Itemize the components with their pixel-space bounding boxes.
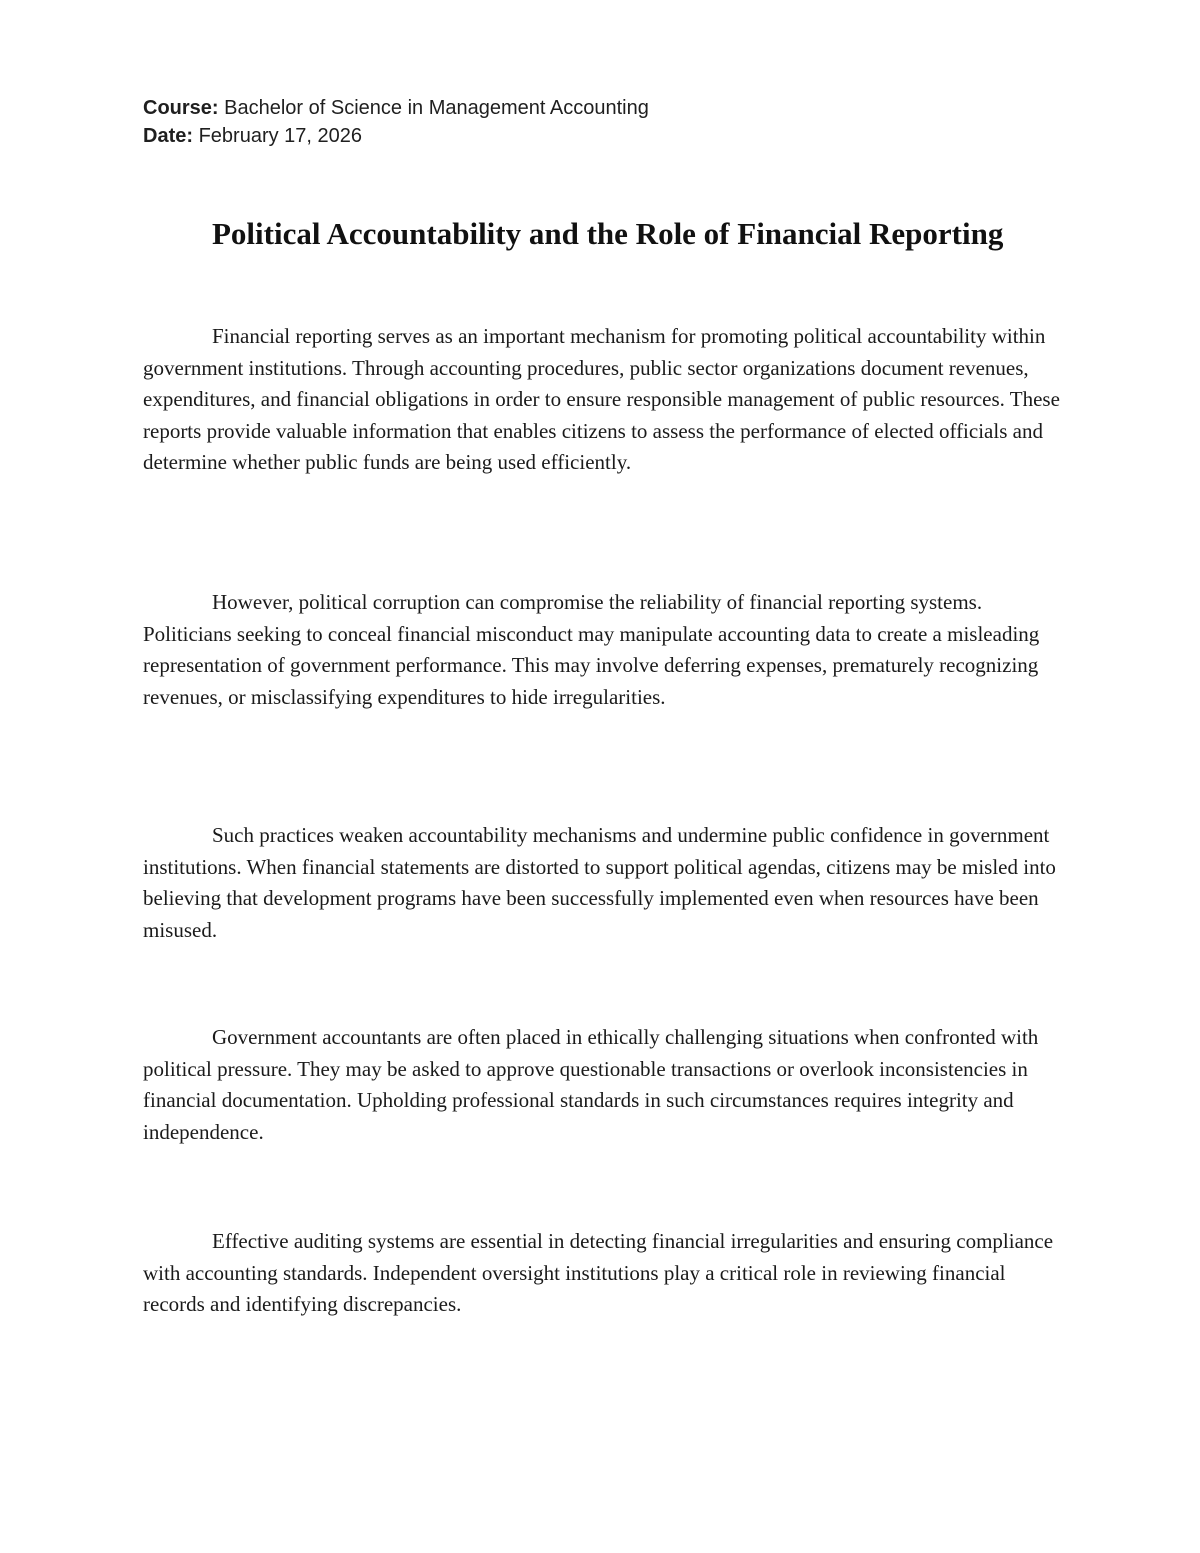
date-label: Date: xyxy=(143,125,194,147)
date-value: February 17, 2026 xyxy=(198,125,363,147)
course-value: Bachelor of Science in Management Accounting xyxy=(224,97,649,119)
body-paragraph-5: Effective auditing systems are essential in detecting financial irregularities and ensuring compliance with accounting standards. Independent oversight institutions play a critical role in reviewing financial records and identifying discrepancies. xyxy=(143,1229,1054,1316)
body-paragraph-1: Financial reporting serves as an important mechanism for promoting political accountability within government institutions. Through accounting procedures, public sector organizations document revenues, expenditures, and financial obligations in order to ensure responsible management of public resources. These reports provide valuable information that enables citizens to assess the performance of elected officials and determine whether public funds are being used efficiently. xyxy=(143,324,1060,474)
body-paragraph-2: However, political corruption can compromise the reliability of financial reporting systems. Politicians seeking to conceal financial misconduct may manipulate accounting data to create a misleading representation of government performance. This may involve deferring expenses, prematurely recognizing revenues, or misclassifying expenditures to hide irregularities. xyxy=(143,590,1040,709)
body-paragraph-3: Such practices weaken accountability mechanisms and undermine public confidence in government institutions. When financial statements are distorted to support political agendas, citizens may be misled into believing that development programs have been successfully implemented even when resources have been misused. xyxy=(143,823,1056,942)
course-label: Course: xyxy=(143,97,219,119)
date-line xyxy=(143,122,1043,150)
body-paragraph-4: Government accountants are often placed in ethically challenging situations when confronted with political pressure. They may be asked to approve questionable transactions or overlook inconsistencies in financial documentation. Upholding professional standards in such circumstances requires integrity and independence. xyxy=(143,1025,1039,1144)
document-title: Political Accountability and the Role of Financial Reporting xyxy=(212,216,1004,251)
course-line xyxy=(143,94,1043,122)
document-header xyxy=(143,94,1043,150)
